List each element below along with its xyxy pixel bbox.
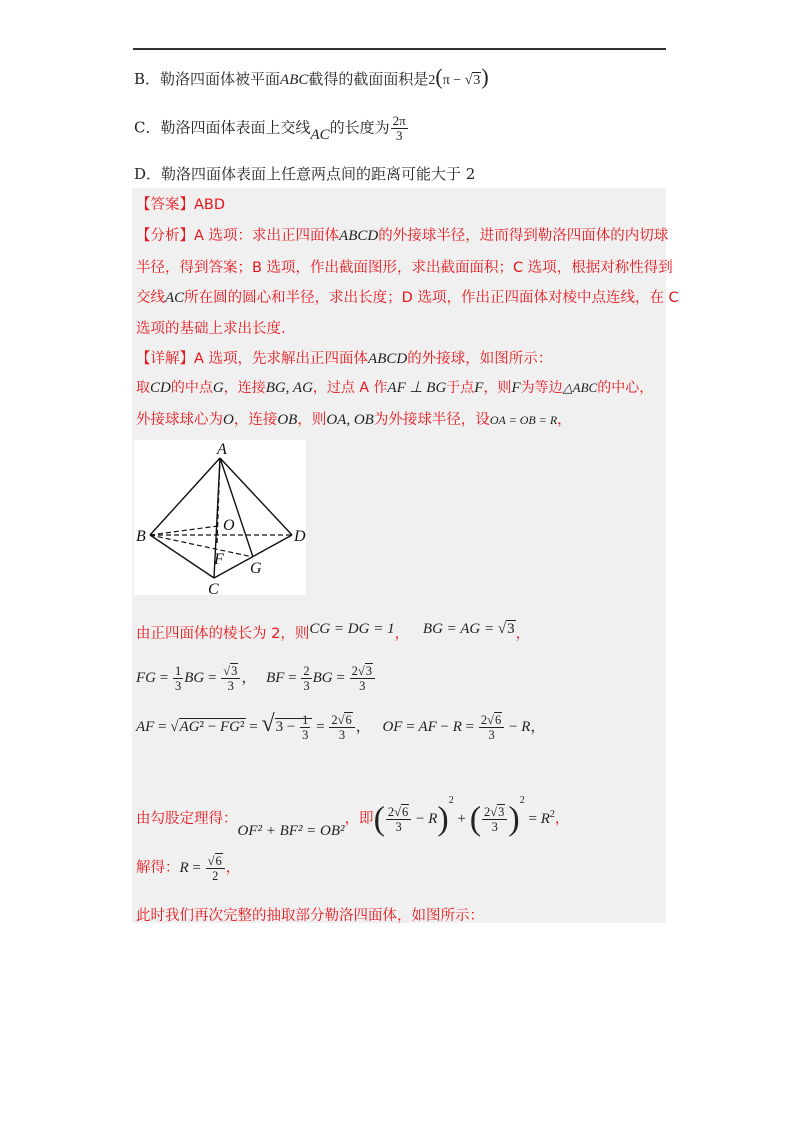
segment-ag <box>220 458 253 557</box>
detail-math-2g: △ABC <box>562 380 598 395</box>
detail-text-3d: 为外接球半径，设 <box>373 412 490 428</box>
detail-text-2g: 为等边 <box>520 380 563 396</box>
detail-math-3b: OB <box>277 412 298 428</box>
analysis-line-3 <box>136 286 679 307</box>
tetrahedron-diagram <box>134 440 306 595</box>
detail-math-2d: AF ⊥ BG <box>387 380 447 396</box>
detail-text-2a: 取 <box>136 380 150 396</box>
detail-line-6: AF = √AG² − FG² = √3 − $\frac{1}{3}$ = $\frac{2√6}{3}$ ， OF = AF − R = $\frac{2√6}{3}$ − R， <box>136 711 546 743</box>
label-d: D <box>294 528 306 545</box>
label-g: G <box>250 560 262 577</box>
detail-line-3 <box>136 408 572 429</box>
analysis-line-4 <box>136 317 286 338</box>
detail-text-3c: ，则 <box>297 412 327 428</box>
analysis-line-2 <box>136 256 673 277</box>
analysis-text-3b: 所在圆的圆心和半径，求出长度；D 选项，作出正四面体对棱中点连线，在 C <box>184 290 679 306</box>
option-c-mid: 的长度为 <box>329 118 390 137</box>
detail-label: 【详解】 <box>136 351 194 367</box>
detail-math-4b-root: 3 <box>507 621 515 637</box>
detail-text-2c: ，连接 <box>223 380 266 396</box>
analysis-text-1b: 的外接球半径，进而得到勒洛四面体的内切球 <box>378 228 669 244</box>
top-divider <box>133 48 666 50</box>
option-b-value-root: 3 <box>473 73 481 88</box>
detail-math-4b: BG = AG = <box>422 621 495 637</box>
detail-line-4: 由正四面体的棱长为 2，则CG = DG = 1， BG = AG = √3， <box>136 621 531 642</box>
analysis-math-3: AC <box>165 290 185 306</box>
label-c: C <box>208 581 219 595</box>
analysis-text-1a: A 选项：求出正四面体 <box>194 228 340 244</box>
tetrahedron-figure <box>134 440 306 595</box>
analysis-math-1: ABCD <box>339 228 379 244</box>
option-c-text: C．勒洛四面体表面上交线 <box>134 118 311 137</box>
option-c-den: 3 <box>395 128 403 143</box>
detail-text-9a: 解得： <box>136 859 180 876</box>
option-b-value-coef: 2 <box>428 73 436 88</box>
analysis-label: 【分析】 <box>136 228 194 244</box>
option-b-plane: ABC <box>280 72 309 88</box>
option-b-value-pi: π <box>442 73 450 88</box>
detail-math-4a: CG = DG = 1 <box>309 621 395 637</box>
label-b: B <box>136 528 146 545</box>
option-b-text: B．勒洛四面体被平面 <box>134 70 281 88</box>
detail-text-10: 此时我们再次完整的抽取部分勒洛四面体，如图所示： <box>136 908 484 924</box>
detail-text-8b: ，即 <box>344 811 374 827</box>
option-c-arc: AC <box>310 126 330 143</box>
label-f: F <box>214 551 224 568</box>
option-c <box>134 114 409 143</box>
detail-math-2f: F <box>511 380 521 396</box>
detail-text-1a: A 选项，先求解出正四面体 <box>194 351 369 367</box>
detail-math-3d: OA = OB = R <box>489 413 558 427</box>
answer-label: 【答案】ABD <box>136 197 226 213</box>
detail-line-10 <box>136 904 484 925</box>
detail-math-1: ABCD <box>368 351 408 367</box>
detail-text-3a: 外接球球心为 <box>136 412 223 428</box>
detail-text-8a: 由勾股定理得： <box>136 811 238 827</box>
detail-line-5: FG = $\frac{1}{3}$ BG = $\frac{√3}{3}$ ， BF = $\frac{2}{3}$ BG = $\frac{2√3}{3}$ <box>136 664 376 693</box>
option-c-num: 2π <box>392 113 406 128</box>
option-b-value-minus: − <box>453 73 462 88</box>
detail-text-2h: 的中心， <box>597 380 654 396</box>
option-d: D．勒洛四面体表面上任意两点间的距离可能大于 2 <box>134 165 476 183</box>
detail-text-4b: ， <box>394 626 410 642</box>
option-b-mid: 截得的截面面积是 <box>308 70 429 88</box>
analysis-text-2: 半径，得到答案；B 选项，作出截面图形，求出截面面积；C 选项，根据对称性得到 <box>136 260 673 276</box>
answer-line <box>136 193 225 214</box>
detail-text-2f: ，则 <box>483 380 512 396</box>
detail-math-8a: OF² + BF² = OB² <box>237 823 345 839</box>
label-a: A <box>217 441 227 458</box>
detail-line-9: 解得：R = $\frac{√6}{2}$ ， <box>136 854 241 883</box>
detail-text-3e: ， <box>557 412 572 428</box>
detail-math-3c: OA, OB <box>326 412 374 428</box>
detail-text-1b: 的外接球，如图所示： <box>407 351 553 367</box>
detail-text-2d: ，过点 A 作 <box>312 380 388 396</box>
detail-text-4a: 由正四面体的棱长为 2，则 <box>136 626 310 642</box>
detail-text-8c: ， <box>554 811 570 827</box>
edge-ab <box>150 458 220 535</box>
detail-line-1 <box>136 347 552 368</box>
detail-text-9c: ， <box>225 859 241 876</box>
detail-text-4c: ， <box>515 626 531 642</box>
segment-bo-hidden <box>150 526 218 535</box>
detail-text-2e: 于点 <box>446 380 475 396</box>
detail-math-2a: CD <box>150 380 171 396</box>
detail-math-2e: F <box>474 380 484 396</box>
analysis-line-1 <box>136 224 668 245</box>
detail-line-8: 由勾股定理得：OF² + BF² = OB²，即( $\frac{2√6}{3}$ − R)$^2$ + ( $\frac{2√3}{3}$ )$^2 = R^2$， <box>136 795 570 839</box>
detail-line-2 <box>136 377 653 397</box>
detail-math-2b: G <box>212 380 224 396</box>
detail-text-2b: 的中点 <box>170 380 213 396</box>
analysis-text-4: 选项的基础上求出长度. <box>136 321 286 337</box>
option-b: B．勒洛四面体被平面ABC截得的截面面积是2(π − √3) <box>134 64 489 89</box>
label-o: O <box>223 517 235 534</box>
detail-math-2c: BG, AG <box>265 380 313 396</box>
detail-text-3b: ，连接 <box>233 412 278 428</box>
analysis-text-3a: 交线 <box>136 290 165 306</box>
detail-math-3a: O <box>223 412 234 428</box>
